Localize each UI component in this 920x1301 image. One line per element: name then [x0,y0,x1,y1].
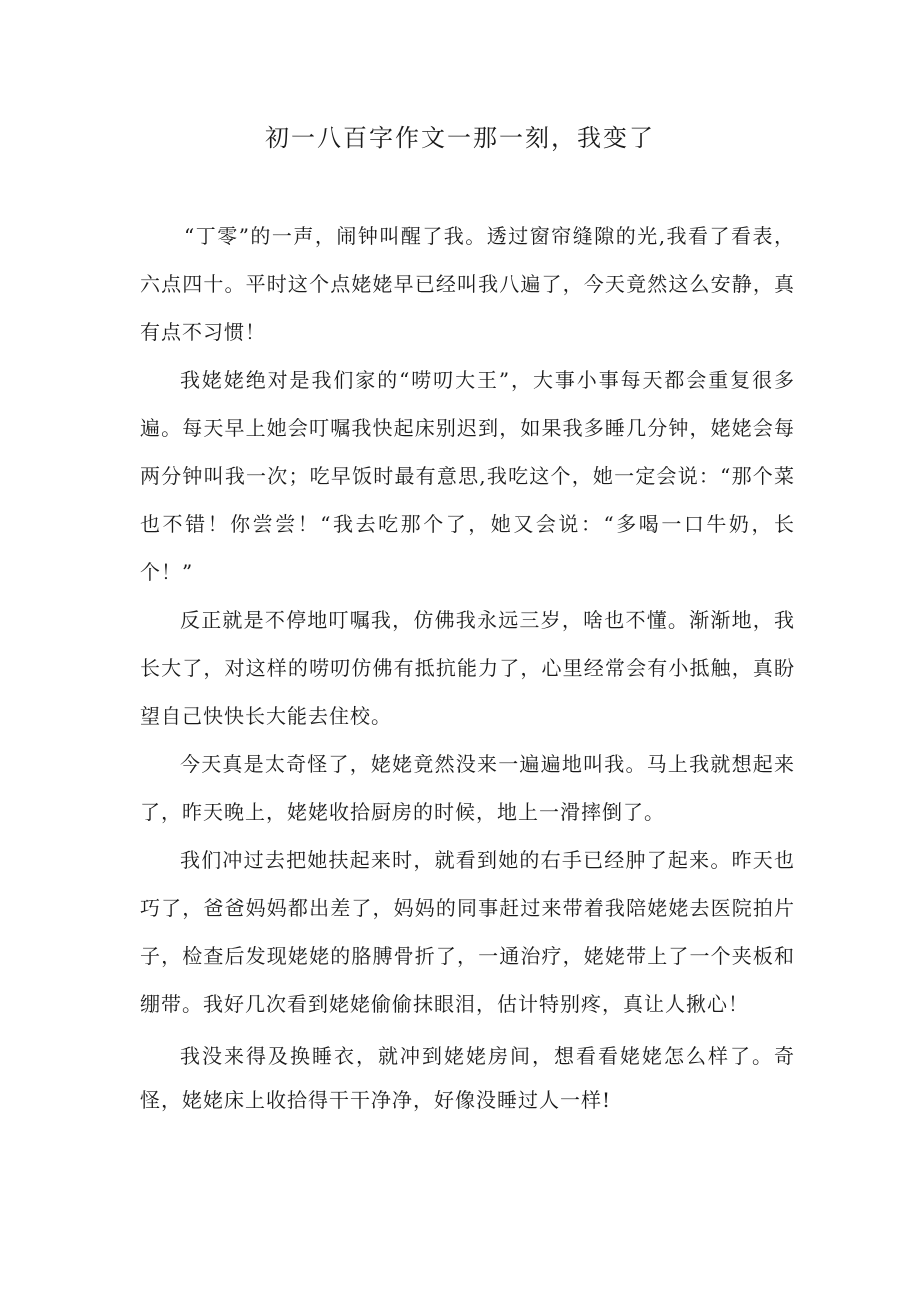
paragraph-6: 我没来得及换睡衣，就冲到姥姥房间，想看看姥姥怎么样了。奇怪，姥姥床上收拾得干干净净，好像没睡过人一样! [140,1044,795,1112]
paragraph-1: “丁零”的一声，闹钟叫醒了我。透过窗帘缝隙的光,我看了看表，六点四十。平时这个点姥姥早已经叫我八遍了，今天竟然这么安静，真有点不习惯！ [140,224,795,344]
document-body [140,212,795,1122]
paragraph-5: 我们冲过去把她扶起来时，就看到她的右手已经肿了起来。昨天也巧了，爸爸妈妈都出差了，妈妈的同事赶过来带着我陪姥姥去医院拍片子，检查后发现姥姥的胳膊骨折了，一通治疗，姥姥带上了一个夹板和绷带。我好几次看到姥姥偷偷抹眼泪，估计特别疼，真让人揪心！ [140,848,795,1016]
paragraph-2: 我姥姥绝对是我们家的“唠叨大王”，大事小事每天都会重复很多遍。每天早上她会叮嘱我快起床别迟到，如果我多睡几分钟，姥姥会每两分钟叫我一次；吃早饭时最有意思,我吃这个，她一定会说：“那个菜也不错！你尝尝！“我去吃那个了，她又会说：“多喝一口牛奶，长个！” [140,368,795,584]
paragraph-3: 反正就是不停地叮嘱我，仿佛我永远三岁，啥也不懂。渐渐地，我长大了，对这样的唠叨仿佛有抵抗能力了，心里经常会有小抵触，真盼望自己快快长大能去住校。 [140,608,795,728]
document-title: 初一八百字作文一那一刻，我变了 [265,124,655,152]
paragraph-4: 今天真是太奇怪了，姥姥竟然没来一遍遍地叫我。马上我就想起来了，昨天晚上，姥姥收拾厨房的时候，地上一滑摔倒了。 [140,752,795,824]
